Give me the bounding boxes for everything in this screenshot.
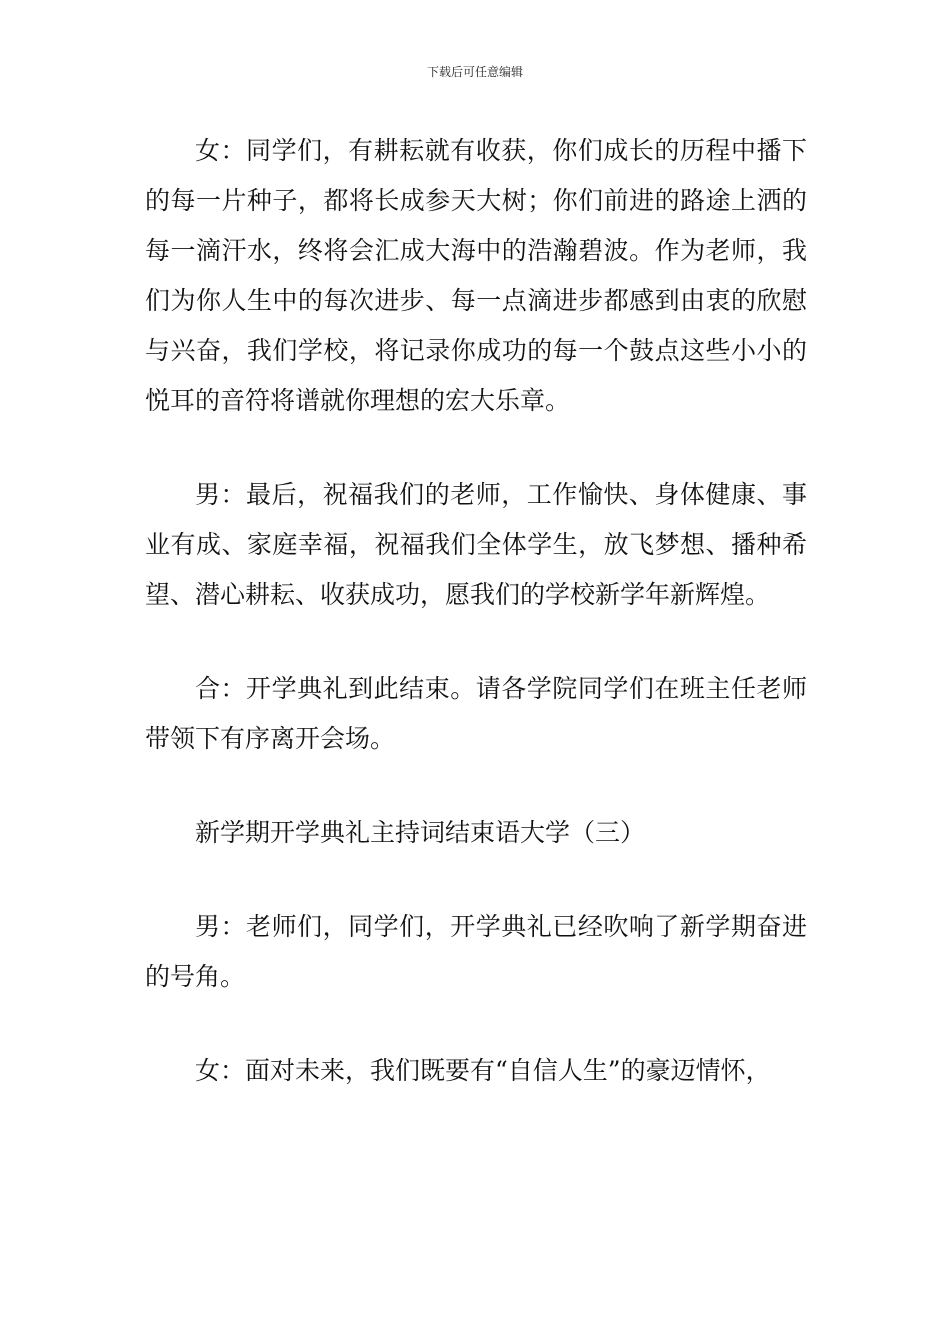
paragraph-spacer: [145, 764, 807, 808]
page-header: 下载后可任意编辑: [426, 65, 523, 79]
paragraph-together-end: 合：开学典礼到此结束。请各学院同学们在班主任老师带领下有序离开会场。: [145, 674, 807, 753]
paragraph-spacer: [145, 426, 807, 470]
paragraph-female-future: 女：面对未来，我们既要有“自信人生”的豪迈情怀，: [195, 1056, 771, 1085]
paragraph-female-closing: 女：同学们，有耕耘就有收获，你们成长的历程中播下的每一片种子，都将长成参天大树；你们前进的路途上洒的每一滴汗水，终将会汇成大海中的浩瀚碧波。作为老师，我们为你人生中的每次进步、每一点滴进步都感到由衷的欣慰与兴奋，我们学校，将记录你成功的每一个鼓点这些小小的悦耳的音符将谱就你理想的宏大乐章。: [145, 136, 807, 415]
document-body: [145, 126, 807, 1096]
paragraph-spacer: [145, 1002, 807, 1046]
paragraph-spacer: [145, 620, 807, 664]
paragraph-male-opening: 男：老师们，同学们，开学典礼已经吹响了新学期奋进的号角。: [145, 912, 807, 991]
paragraph-spacer: [145, 858, 807, 902]
paragraph-male-blessing: 男：最后，祝福我们的老师，工作愉快、身体健康、事业有成、家庭幸福，祝福我们全体学生，放飞梦想、播种希望、潜心耕耘、收获成功，愿我们的学校新学年新辉煌。: [145, 480, 807, 609]
section-heading: 新学期开学典礼主持词结束语大学（三）: [195, 818, 646, 847]
